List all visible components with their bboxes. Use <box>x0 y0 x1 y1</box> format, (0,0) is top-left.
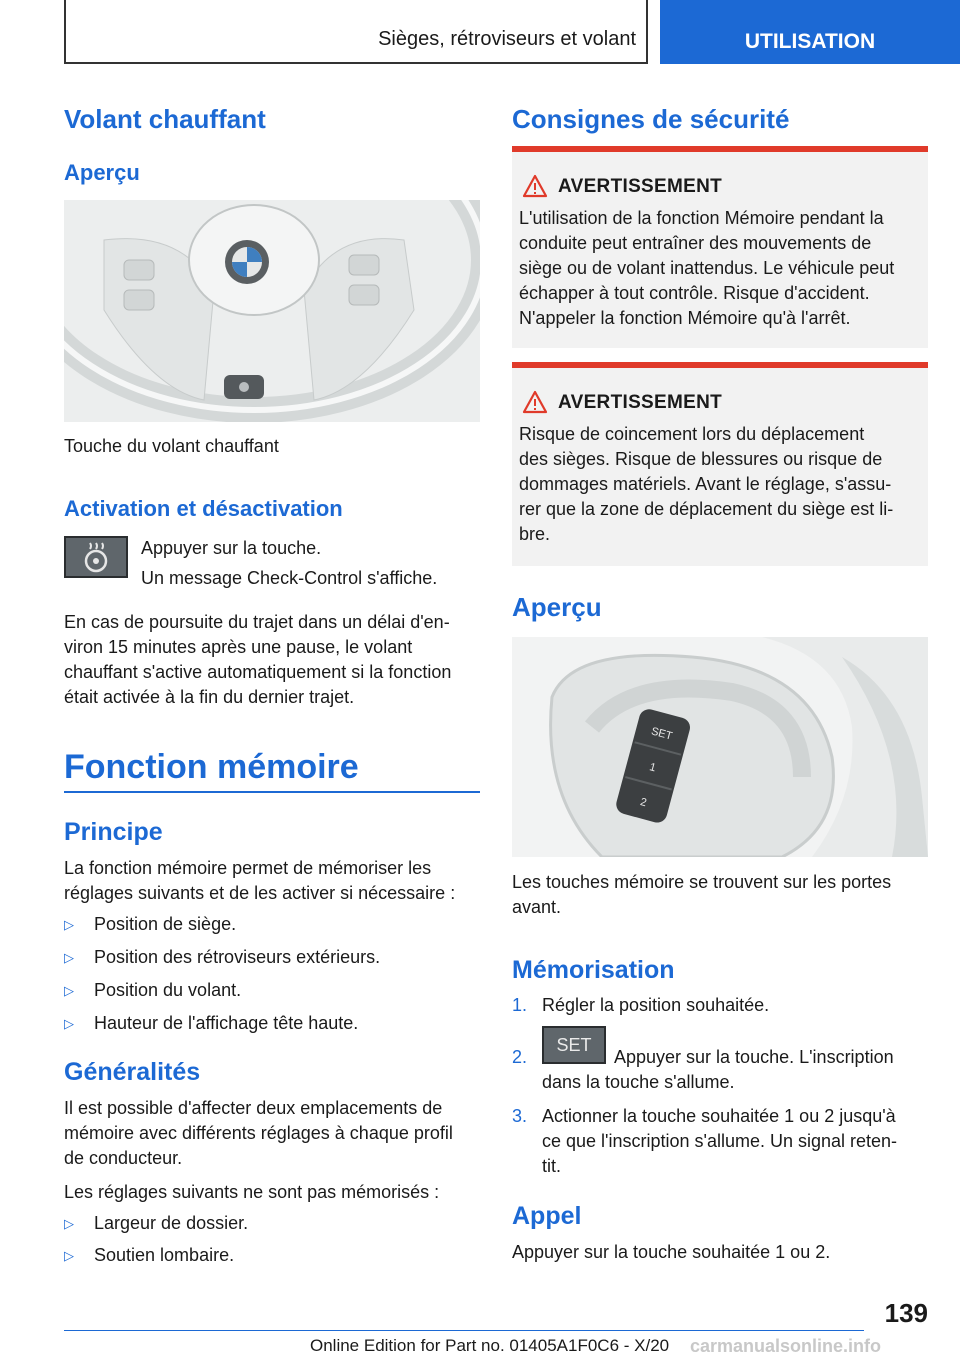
edition-text: Online Edition for Part no. 01405A1F0C6 - X/20 <box>310 1336 670 1355</box>
list-item-text: Position du volant. <box>94 980 242 1000</box>
warning-label: AVERTISSEMENT <box>558 176 723 197</box>
storing-title: Mémorisation <box>512 956 675 984</box>
list-item-text: Hauteur de l'affichage tête haute. <box>94 1013 359 1033</box>
steering-wheel-image <box>64 200 480 422</box>
para-line: dommages matériels. Avant le réglage, s'assu- <box>519 474 892 494</box>
general-text <box>64 1096 453 1171</box>
para-line: échapper à tout contrôle. Risque d'accident. <box>519 283 870 303</box>
header-chapter-tab[interactable]: UTILISATION <box>660 0 960 64</box>
steering-wheel-caption: Touche du volant chauffant <box>64 436 279 456</box>
triangle-bullet-icon: ▷ <box>64 950 74 965</box>
para-line: était activée à la fin du dernier trajet. <box>64 687 355 707</box>
safety-title: Consignes de sécurité <box>512 104 790 134</box>
heated-wheel-title: Volant chauffant <box>64 104 266 134</box>
list-item-text: Largeur de dossier. <box>94 1213 249 1233</box>
warning-label: AVERTISSEMENT <box>558 392 723 413</box>
footer-rule <box>64 1330 864 1331</box>
para-line: Il est possible d'affecter deux emplacements de <box>64 1098 443 1118</box>
page-number: 139 <box>884 1298 928 1328</box>
para-line: de conducteur. <box>64 1148 183 1168</box>
para-line: L'utilisation de la fonction Mémoire pendant la <box>519 208 884 228</box>
set-button-label: SET <box>649 725 674 743</box>
para-line: bre. <box>519 524 551 544</box>
step-text: ce que l'inscription s'allume. Un signal reten- <box>542 1131 898 1151</box>
warning-box-1 <box>512 146 928 348</box>
para-line: conduite peut entraîner des mouvements de <box>519 233 872 253</box>
overview-title: Aperçu <box>512 592 602 622</box>
step-text: dans la touche s'allume. <box>542 1072 735 1092</box>
memory-1-button-label: 1 <box>648 761 658 775</box>
general-title: Généralités <box>64 1058 201 1086</box>
step-text: Régler la position souhaitée. <box>542 995 770 1015</box>
step-text: tit. <box>542 1156 562 1176</box>
activation-step-1: Appuyer sur la touche. <box>141 538 322 558</box>
warning-text <box>519 422 925 547</box>
warning-box-2 <box>512 362 928 566</box>
para-line: Risque de coincement lors du déplacement <box>519 424 865 444</box>
para-line: N'appeler la fonction Mémoire qu'à l'arrêt. <box>519 308 851 328</box>
principle-text <box>64 856 455 906</box>
header-section-title: Sièges, rétroviseurs et volant <box>378 28 636 50</box>
triangle-bullet-icon: ▷ <box>64 1216 74 1231</box>
activation-step-2: Un message Check-Control s'affiche. <box>141 568 438 588</box>
activation-title: Activation et désactivation <box>64 496 343 521</box>
overview-caption <box>512 870 891 920</box>
list-item-text: Position de siège. <box>94 914 237 934</box>
para-line: rer que la zone de déplacement du siège est li- <box>519 499 894 519</box>
warning-triangle-icon <box>522 174 548 198</box>
step-text: Actionner la touche souhaitée 1 ou 2 jusqu'à <box>542 1106 896 1126</box>
para-line: avant. <box>512 897 562 917</box>
warning-text <box>519 206 925 331</box>
para-line: La fonction mémoire permet de mémoriser les <box>64 858 432 878</box>
memory-2-button-label: 2 <box>638 796 648 810</box>
step-number: 1. <box>512 995 528 1015</box>
list-item-text: Position des rétroviseurs extérieurs. <box>94 947 381 967</box>
section-rule <box>64 791 480 793</box>
watermark: carmanualsonline.info <box>690 1336 882 1356</box>
door-memory-buttons-image <box>512 637 928 857</box>
auto-activation-paragraph <box>64 610 484 710</box>
triangle-bullet-icon: ▷ <box>64 1248 74 1263</box>
memory-function-title: Fonction mémoire <box>64 748 359 786</box>
step-number: 2. <box>512 1047 528 1067</box>
recall-text: Appuyer sur la touche souhaitée 1 ou 2. <box>512 1242 831 1262</box>
warning-triangle-icon <box>522 390 548 414</box>
step-number: 3. <box>512 1106 528 1126</box>
step-text: Appuyer sur la touche. L'inscription <box>614 1047 894 1067</box>
para-line: Les touches mémoire se trouvent sur les portes <box>512 872 892 892</box>
para-line: réglages suivants et de les activer si nécessaire : <box>64 883 456 903</box>
triangle-bullet-icon: ▷ <box>64 983 74 998</box>
para-line: siège ou de volant inattendus. Le véhicule peut <box>519 258 895 278</box>
para-line: mémoire avec différents réglages à chaque profil <box>64 1123 453 1143</box>
not-saved-text: Les réglages suivants ne sont pas mémorisés : <box>64 1182 440 1202</box>
recall-title: Appel <box>512 1202 582 1230</box>
para-line: En cas de poursuite du trajet dans un délai d'en- <box>64 612 450 632</box>
triangle-bullet-icon: ▷ <box>64 1016 74 1031</box>
triangle-bullet-icon: ▷ <box>64 917 74 932</box>
heated-wheel-button-icon <box>64 536 128 578</box>
set-button-icon: SET <box>542 1026 606 1064</box>
para-line: chauffant s'active automatiquement si la fonction <box>64 662 452 682</box>
para-line: viron 15 minutes après une pause, le volant <box>64 637 413 657</box>
principle-title: Principe <box>64 818 163 846</box>
list-item-text: Soutien lombaire. <box>94 1245 235 1265</box>
para-line: des sièges. Risque de blessures ou risque de <box>519 449 883 469</box>
heated-wheel-overview-title: Aperçu <box>64 160 140 185</box>
